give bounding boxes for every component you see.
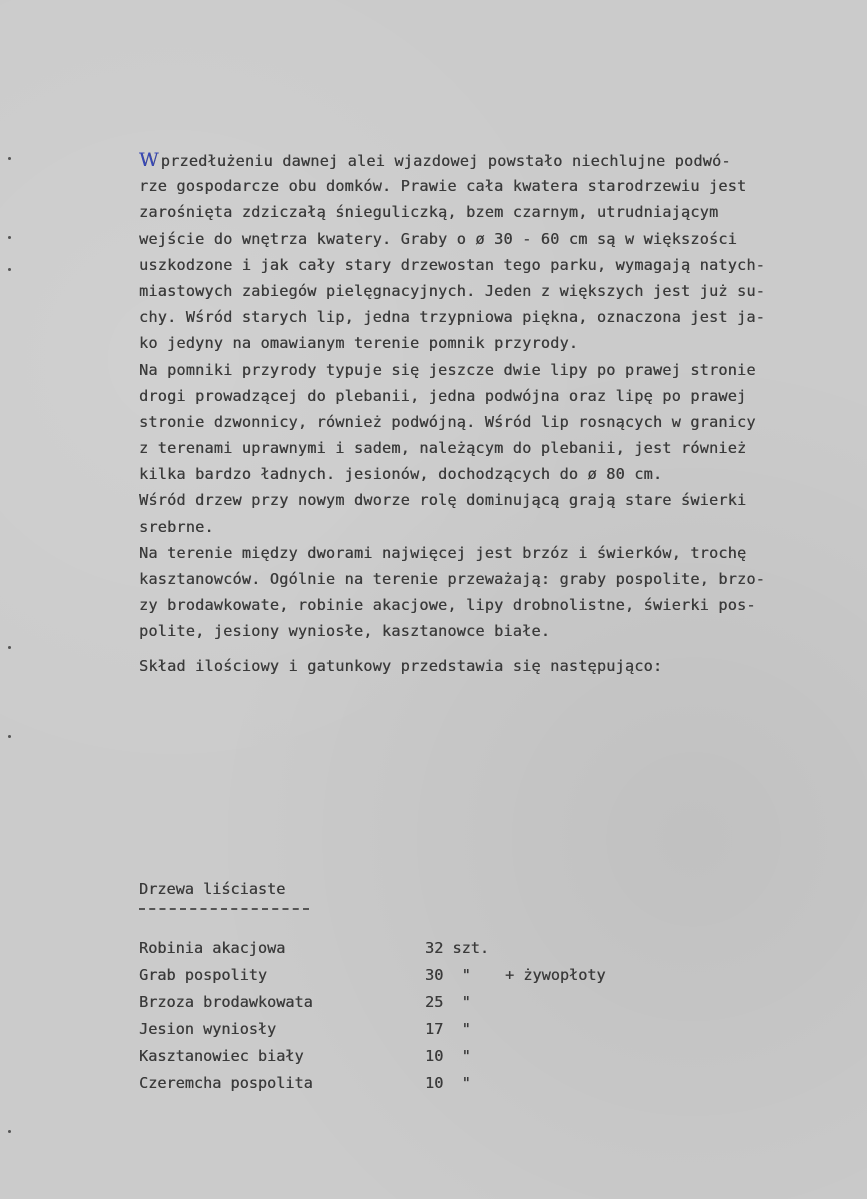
table-row bbox=[139, 961, 606, 988]
text-line: miastowych zabiegów pielęgnacyjnych. Jeden z większych jest już su- bbox=[139, 281, 766, 300]
text-line: wejście do wnętrza kwatery. Graby o ø 30 - 60 cm są w większości bbox=[139, 229, 737, 248]
scan-speck bbox=[8, 646, 11, 649]
text-line: z terenami uprawnymi i sadem, należącym do plebanii, jest również bbox=[139, 439, 747, 458]
table-row bbox=[139, 1069, 606, 1096]
body-text bbox=[139, 147, 844, 679]
tree-note bbox=[505, 1015, 606, 1042]
tree-count: 10 " bbox=[425, 1046, 471, 1065]
tree-note bbox=[505, 934, 606, 961]
scan-speck bbox=[8, 1130, 11, 1133]
scan-speck bbox=[8, 157, 11, 160]
tree-count: 30 " bbox=[425, 965, 471, 984]
table-row bbox=[139, 1015, 606, 1042]
tree-name: Grab pospolity bbox=[139, 965, 268, 984]
text-line: Na pomniki przyrody typuje się jeszcze dwie lipy po prawej stronie bbox=[139, 360, 756, 379]
tree-name: Robinia akacjowa bbox=[139, 938, 286, 957]
tree-note bbox=[505, 1042, 606, 1069]
heading-underline bbox=[139, 908, 309, 910]
tree-note bbox=[505, 1069, 606, 1096]
text-line: drogi prowadzącej do plebanii, jedna podwójna oraz lipę po prawej bbox=[139, 386, 747, 405]
text-line: zarośnięta zdziczałą śnieguliczką, bzem czarnym, utrudniającym bbox=[139, 203, 719, 222]
text-line: chy. Wśród starych lip, jedna trzypniowa piękna, oznaczona jest ja- bbox=[139, 308, 766, 327]
text-line: Wśród drzew przy nowym dworze rolę dominującą grają stare świerki bbox=[139, 491, 747, 510]
tree-count: 17 " bbox=[425, 1019, 471, 1038]
table-row bbox=[139, 1042, 606, 1069]
text-line: ko jedyny na omawianym terenie pomnik przyrody. bbox=[139, 334, 579, 353]
table-row bbox=[139, 934, 606, 961]
text-line: stronie dzwonnicy, również podwójną. Wśród lip rosnących w granicy bbox=[139, 412, 756, 431]
text-line: kasztanowców. Ogólnie na terenie przeważają: graby pospolite, brzo- bbox=[139, 570, 766, 588]
text-line: Na terenie między dworami najwięcej jest brzóz i świerków, trochę bbox=[139, 543, 747, 562]
text-line: polite, jesiony wyniosłe, kasztanowce białe. bbox=[139, 622, 551, 641]
section-heading: Drzewa liściaste bbox=[139, 880, 286, 898]
tree-note: + żywopłoty bbox=[505, 965, 606, 984]
text-line: srebrne. bbox=[139, 517, 214, 536]
tree-name: Czeremcha pospolita bbox=[139, 1073, 313, 1092]
table-row bbox=[139, 988, 606, 1015]
tree-name: Kasztanowiec biały bbox=[139, 1046, 304, 1065]
text-line: zy brodawkowate, robinie akacjowe, lipy drobnolistne, świerki pos- bbox=[139, 596, 756, 615]
scan-speck bbox=[8, 268, 11, 271]
margin-mark: W bbox=[139, 149, 159, 171]
tree-count: 32 szt. bbox=[425, 938, 490, 957]
tree-count: 10 " bbox=[425, 1073, 471, 1092]
tree-table bbox=[139, 934, 606, 1096]
composition-intro: Skład ilościowy i gatunkowy przedstawia się następująco: bbox=[139, 656, 663, 675]
spacer bbox=[139, 645, 844, 653]
tree-count: 25 " bbox=[425, 992, 471, 1011]
text-line-content: przedłużeniu dawnej alei wjazdowej powstało niechlujne podwó- bbox=[160, 152, 731, 170]
tree-name: Brzoza brodawkowata bbox=[139, 992, 313, 1011]
text-line: rze gospodarcze obu domków. Prawie cała kwatera starodrzewiu jest bbox=[139, 177, 747, 196]
scan-speck bbox=[8, 236, 11, 239]
tree-note bbox=[505, 988, 606, 1015]
text-line: uszkodzone i jak cały stary drzewostan tego parku, wymagają natych- bbox=[139, 255, 766, 274]
text-line: kilka bardzo ładnych. jesionów, dochodzących do ø 80 cm. bbox=[139, 465, 663, 484]
tree-name: Jesion wyniosły bbox=[139, 1019, 277, 1038]
scan-speck bbox=[8, 735, 11, 738]
text-line bbox=[139, 147, 844, 173]
